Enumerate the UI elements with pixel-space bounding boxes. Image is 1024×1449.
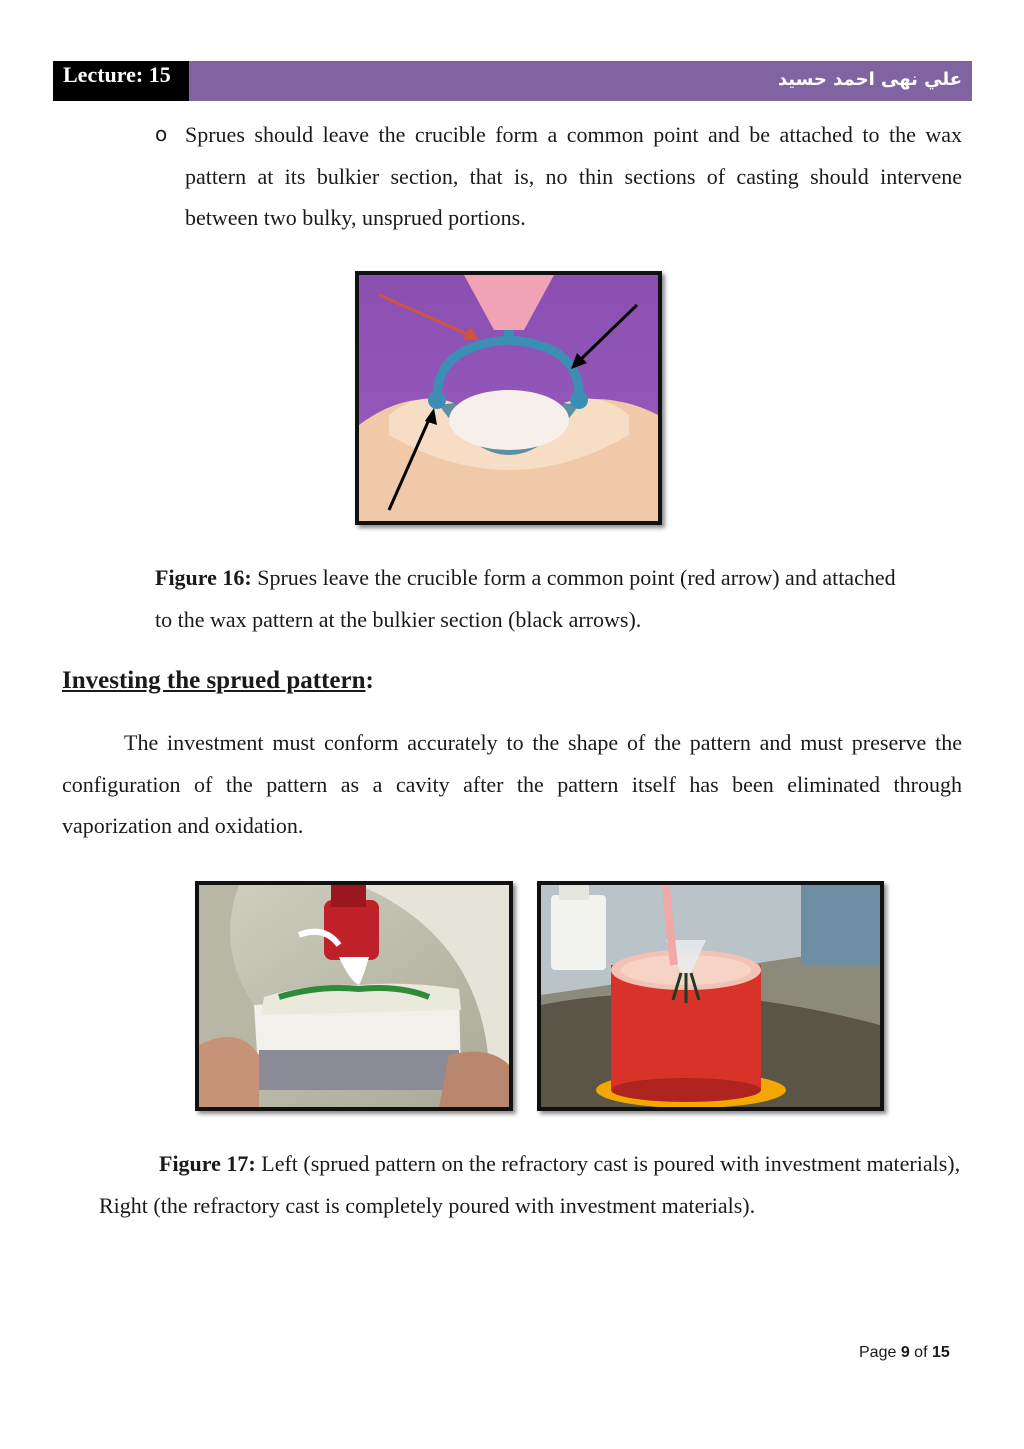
header-bar [53,61,972,101]
lecture-label: Lecture: 15 [53,61,189,101]
of-word: of [909,1344,932,1361]
section-heading-text: Investing the sprued pattern [62,667,366,694]
figure-16-caption-text: Sprues leave the crucible form a common point (red arrow) and attached to the wax pattern at the bulkier section (black arrows). [155,565,896,632]
figure-17-caption-text: Left (sprued pattern on the refractory cast is poured with investment materials), Right (the refractory cast is completely poured with investment materials). [99,1151,961,1218]
section-heading [62,667,374,695]
figure-17-left-image [195,881,513,1111]
bullet-marker: o [155,122,168,146]
page-footer [859,1344,950,1362]
investment-pouring-photo [199,885,509,1107]
section-heading-colon: : [365,667,374,694]
figure-16-caption [155,557,915,641]
figure-17-caption [99,1143,969,1227]
bullet-text: Sprues should leave the crucible form a common point and be attached to the wax pattern at its bulkier section, that is, no thin sections of casting should intervene between two bulky, unsprued portions. [185,122,962,230]
figure-17-right-image [537,881,884,1111]
figure-16-label: Figure 16: [155,565,252,590]
figure-17-label: Figure 17: [159,1151,256,1176]
total-pages: 15 [931,1344,950,1361]
page-word: Page [859,1344,901,1361]
figure-16-image [355,271,662,525]
page-number: 9 [900,1344,910,1361]
poured-ring-photo [541,885,880,1107]
section-paragraph: The investment must conform accurately to the shape of the pattern and must preserve the configuration of the pattern as a cavity after the pattern itself has been eliminated through vaporization and oxidation. [62,730,962,838]
sprued-wax-pattern-photo [359,275,658,521]
author-name: علي نهى احمد حسيد [777,69,962,90]
